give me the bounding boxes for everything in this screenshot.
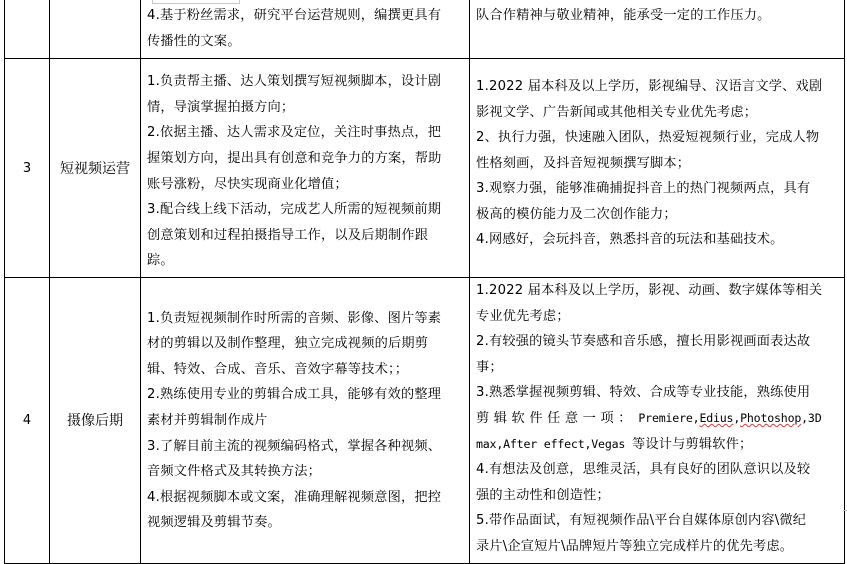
- row-number-cell: [5, 0, 50, 59]
- requirement-line: 5.带作品面试，有短视频作品\平台自媒体原创内容\微纪: [476, 513, 807, 529]
- requirement-line: 队合作精神与敬业精神，能承受一定的工作压力。: [476, 8, 771, 23]
- requirement-line: 3.观察力强，能够准确捕捉抖音上的热门视频两点，具有: [476, 181, 811, 197]
- duty-line: 4.基于粉丝需求，研究平台运营规则，编撰更具有: [147, 8, 442, 23]
- duty-line: 辑、特效、合成、音乐、音效字幕等技术；；: [147, 361, 409, 377]
- requirement-line: [476, 432, 838, 458]
- requirement-line: 极高的模仿能力及二次创作能力；: [476, 206, 677, 222]
- requirements-cell: [470, 278, 845, 564]
- duties-cell: [141, 59, 470, 278]
- duty-line: 传播性的文案。: [147, 33, 241, 49]
- duty-line: 握策划方向，提出具有创意和竞争力的方案，帮助: [147, 150, 442, 166]
- duty-line: 1.负责短视频制作时所需的音频、影像、图片等素: [147, 310, 442, 326]
- requirement-line: 4.有想法及创意，思维灵活，具有良好的团队意识以及较: [476, 462, 811, 478]
- recruitment-table: [4, 0, 845, 564]
- software-list: max,After effect,Vegas: [476, 436, 632, 451]
- spellcheck-underlined-word: Edius: [699, 410, 734, 425]
- requirement-line: 2、执行力强，快速融入团队，热爱短视频行业，完成人物: [476, 130, 820, 146]
- duty-line: 2.依据主播、达人需求及定位，关注时事热点，把: [147, 125, 442, 141]
- duty-line: 音频文件格式及其转换方法；: [147, 464, 322, 480]
- row-number-cell: 4: [5, 278, 50, 564]
- requirement-text: 剪 辑 软 件 任 意 一 项 ：: [476, 410, 632, 426]
- requirement-line: 专业优先考虑；: [476, 308, 570, 324]
- requirements-cell: [470, 0, 845, 59]
- row-number-cell: 3: [5, 59, 50, 278]
- duty-line: 账号涨粉，尽快实现商业化增值；: [147, 176, 348, 192]
- duties-cell: [141, 0, 470, 59]
- position-cell: [50, 0, 141, 59]
- table-row: [5, 278, 845, 564]
- duty-line: 素材并剪辑制作成片: [147, 412, 268, 428]
- duty-line: 3.了解目前主流的视频编码格式，掌握各种视频、: [147, 438, 442, 454]
- requirements-cell: [470, 59, 845, 278]
- table-row: [5, 0, 845, 59]
- requirement-line: 录片\企宣短片\品牌短片等独立完成样片的优先考虑。: [476, 538, 794, 554]
- requirement-line: 事；: [476, 359, 503, 375]
- duty-line: 4.根据视频脚本或文案，准确理解视频意图，把控: [147, 489, 442, 505]
- duty-line: 踪。: [147, 253, 174, 269]
- duty-line: 材的剪辑以及制作整理，独立完成视频的后期剪: [147, 336, 429, 352]
- requirement-line: 强的主动性和创造性；: [476, 487, 610, 503]
- requirement-text: 等设计与剪辑软件；: [631, 436, 753, 452]
- requirement-line: 3.熟悉掌握视频剪辑、特效、合成等专业技能，熟练使用: [476, 385, 811, 401]
- duty-line: 情，导演掌握拍摄方向；: [147, 99, 295, 115]
- page-edge-mark: [843, 510, 847, 511]
- requirement-line: 性格刻画，及抖音短视频撰写脚本；: [476, 155, 691, 171]
- software-list: Premiere,Edius,Photoshop,3D: [631, 410, 822, 425]
- duty-line: 创意策划和过程拍摄指导工作，以及后期制作跟: [147, 227, 429, 243]
- duty-line: 视频逻辑及剪辑节奏。: [147, 515, 281, 531]
- spellcheck-underlined-word: Photoshop: [740, 410, 802, 425]
- table-row: [5, 59, 845, 278]
- duty-line: 2.熟练使用专业的剪辑合成工具，能够有效的整理: [147, 387, 442, 403]
- requirement-line: 2.有较强的镜头节奏感和音乐感，擅长用影视画面表达故: [476, 334, 811, 350]
- duties-cell: [141, 278, 470, 564]
- duty-line: 1.负责帮主播、达人策划撰写短视频脚本，设计剧: [147, 74, 442, 90]
- requirement-line: 4.网感好，会玩抖音，熟悉抖音的玩法和基础技术。: [476, 232, 784, 248]
- requirement-line: [476, 406, 838, 432]
- requirement-line: 1.2022 届本科及以上学历，影视、动画、数字媒体等相关: [476, 283, 823, 298]
- position-cell: 摄像后期: [50, 278, 141, 564]
- duty-line: 3.配合线上线下活动，完成艺人所需的短视频前期: [147, 202, 442, 218]
- position-cell: 短视频运营: [50, 59, 141, 278]
- requirement-line: 1.2022 届本科及以上学历，影视编导、汉语言文学、戏剧: [476, 78, 823, 94]
- requirement-line: 影视文学、广告新闻或其他相关专业优先考虑；: [476, 104, 758, 120]
